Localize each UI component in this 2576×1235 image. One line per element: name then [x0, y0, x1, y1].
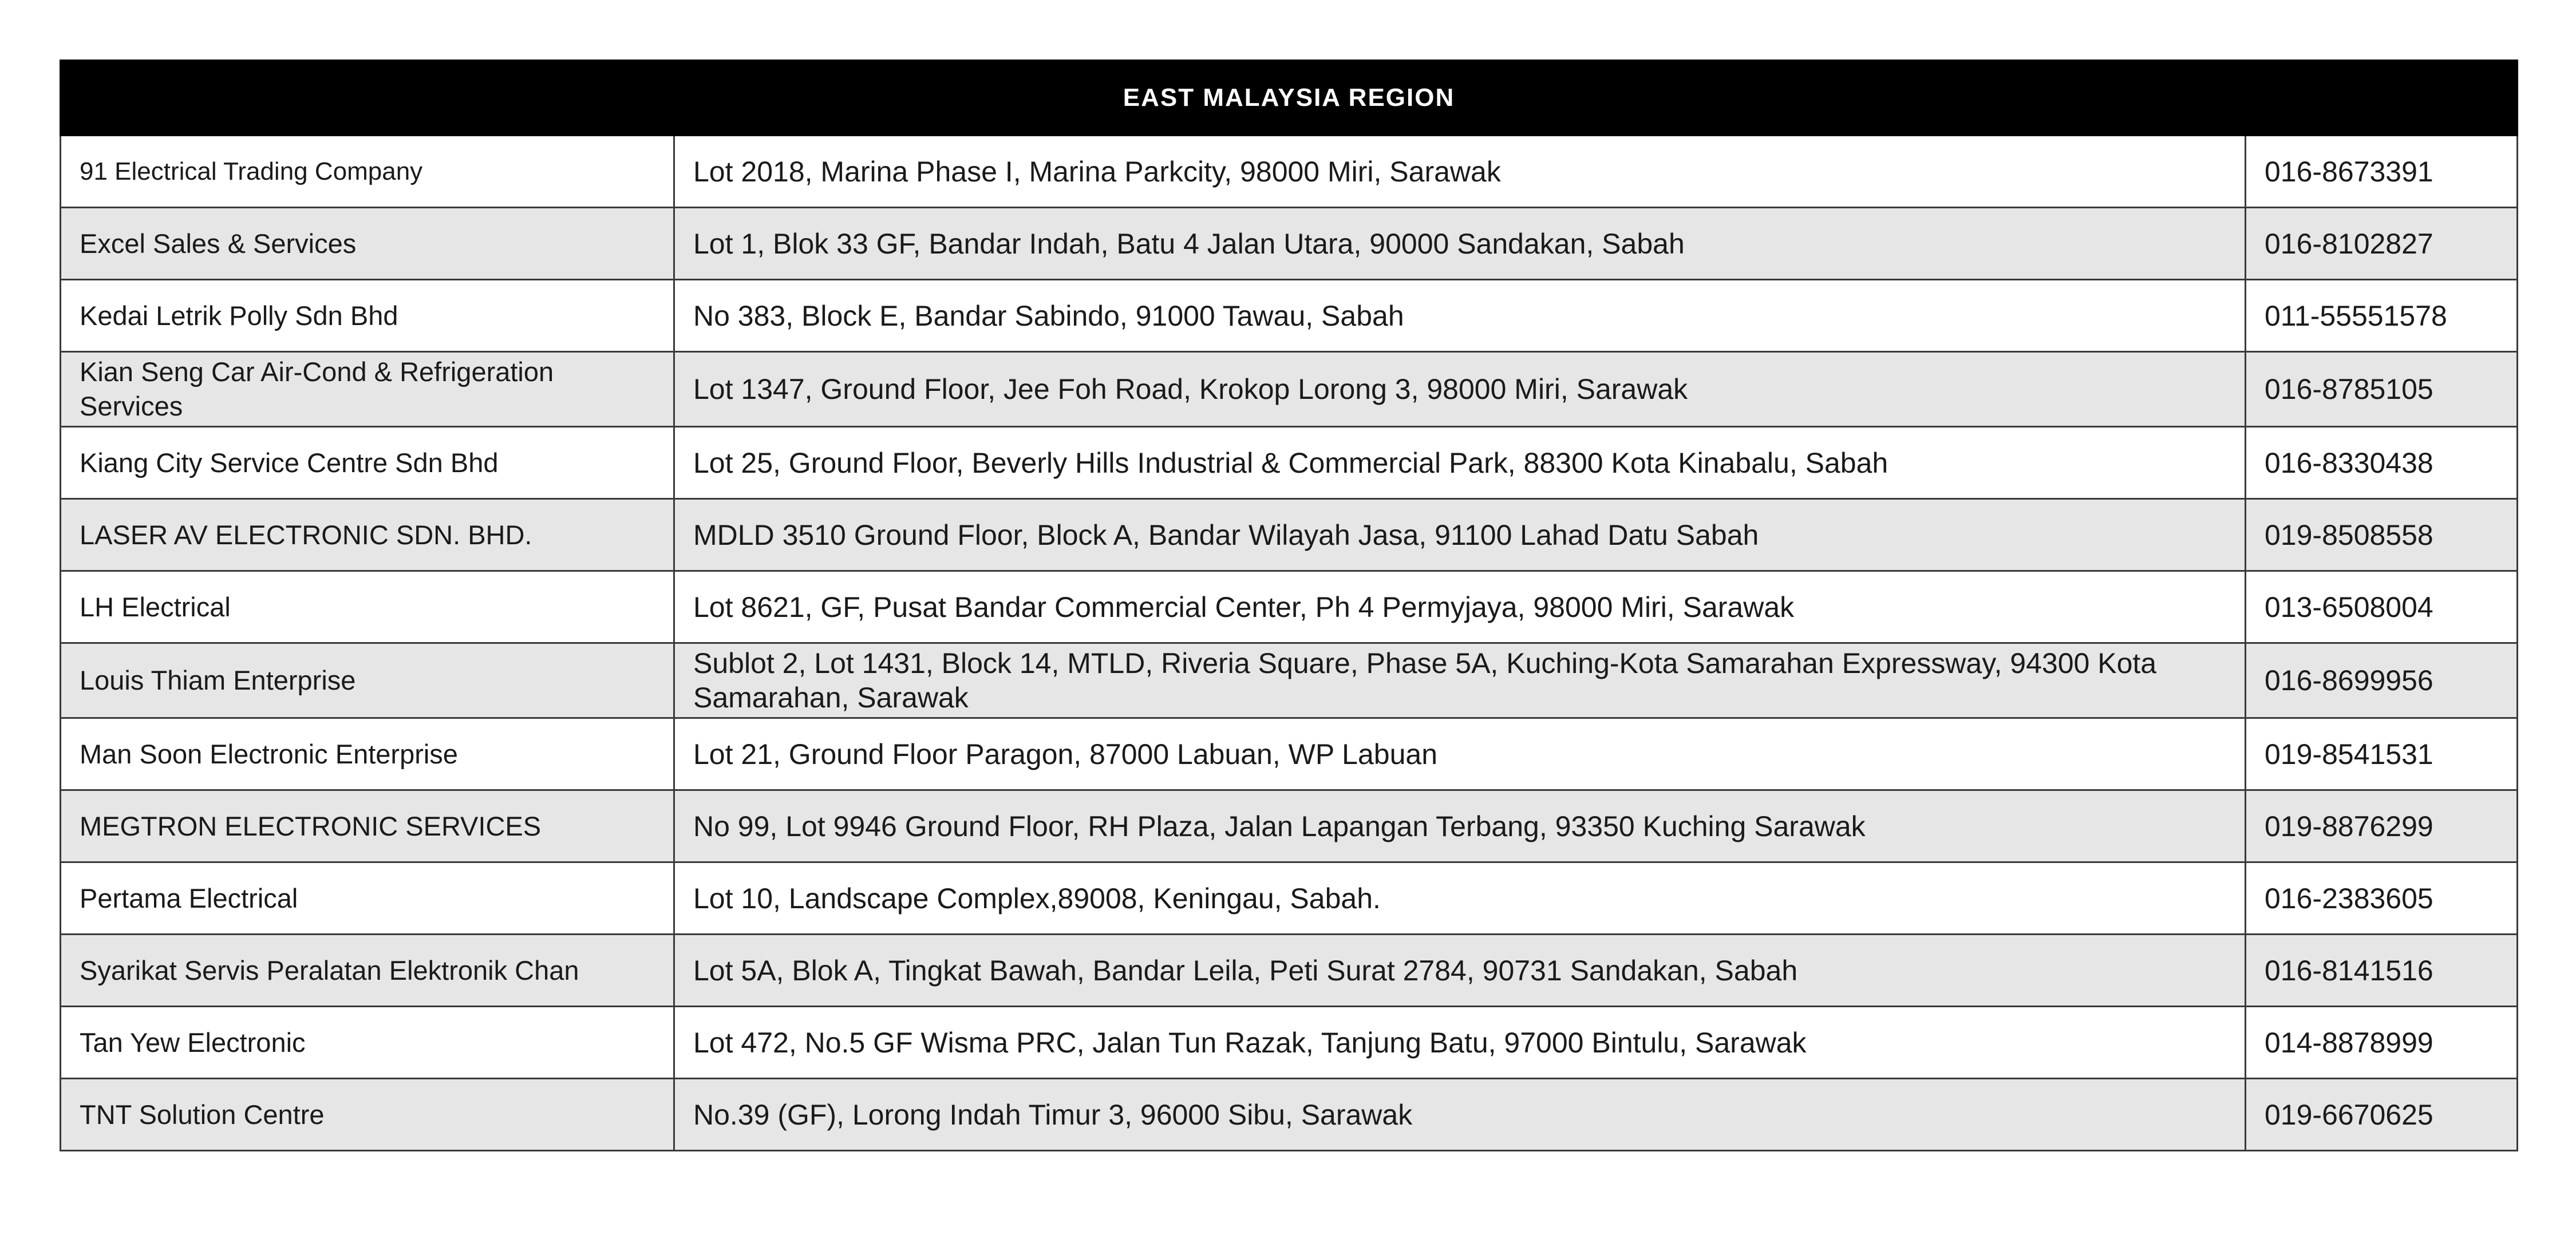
dealer-phone: 016-8699956 [2246, 643, 2518, 718]
dealer-address: No 99, Lot 9946 Ground Floor, RH Plaza, Jalan Lapangan Terbang, 93350 Kuching Sarawak [674, 790, 2246, 862]
dealer-address: No.39 (GF), Lorong Indah Timur 3, 96000 Sibu, Sarawak [674, 1079, 2246, 1151]
dealer-phone: 016-8673391 [2246, 136, 2518, 208]
dealer-phone: 016-8330438 [2246, 427, 2518, 499]
dealer-address: MDLD 3510 Ground Floor, Block A, Bandar Wilayah Jasa, 91100 Lahad Datu Sabah [674, 499, 2246, 571]
table-row [61, 1079, 2518, 1151]
dealer-name: Tan Yew Electronic [61, 1007, 674, 1079]
dealer-name: LH Electrical [61, 571, 674, 643]
dealer-name: TNT Solution Centre [61, 1079, 674, 1151]
dealer-name: Man Soon Electronic Enterprise [61, 718, 674, 790]
dealer-name: 91 Electrical Trading Company [61, 136, 674, 208]
dealer-phone: 019-6670625 [2246, 1079, 2518, 1151]
dealer-name: LASER AV ELECTRONIC SDN. BHD. [61, 499, 674, 571]
dealer-phone: 014-8878999 [2246, 1007, 2518, 1079]
dealer-name: Kiang City Service Centre Sdn Bhd [61, 427, 674, 499]
table-row [61, 862, 2518, 935]
region-header-row [61, 61, 2518, 136]
dealer-phone: 019-8876299 [2246, 790, 2518, 862]
dealer-phone: 016-8102827 [2246, 208, 2518, 280]
dealer-name: Louis Thiam Enterprise [61, 643, 674, 718]
dealer-address: Lot 25, Ground Floor, Beverly Hills Industrial & Commercial Park, 88300 Kota Kinabalu, Sabah [674, 427, 2246, 499]
table-row [61, 643, 2518, 718]
table-row [61, 352, 2518, 427]
dealer-phone: 016-8141516 [2246, 935, 2518, 1007]
dealer-table-body [61, 136, 2518, 1151]
dealer-address: Lot 1347, Ground Floor, Jee Foh Road, Krokop Lorong 3, 98000 Miri, Sarawak [674, 352, 2246, 427]
dealer-address: Sublot 2, Lot 1431, Block 14, MTLD, Riveria Square, Phase 5A, Kuching-Kota Samarahan Expressway, 94300 Kota Samarahan, Sarawak [674, 643, 2246, 718]
table-row [61, 1007, 2518, 1079]
table-row [61, 571, 2518, 643]
table-row [61, 280, 2518, 352]
table-row [61, 136, 2518, 208]
dealer-name: Pertama Electrical [61, 862, 674, 935]
dealer-address: Lot 8621, GF, Pusat Bandar Commercial Center, Ph 4 Permyjaya, 98000 Miri, Sarawak [674, 571, 2246, 643]
dealer-address: Lot 10, Landscape Complex,89008, Keningau, Sabah. [674, 862, 2246, 935]
dealer-address: No 383, Block E, Bandar Sabindo, 91000 Tawau, Sabah [674, 280, 2246, 352]
dealer-name: Excel Sales & Services [61, 208, 674, 280]
dealer-name: Kian Seng Car Air-Cond & Refrigeration Services [61, 352, 674, 427]
dealer-name: MEGTRON ELECTRONIC SERVICES [61, 790, 674, 862]
dealer-address: Lot 472, No.5 GF Wisma PRC, Jalan Tun Razak, Tanjung Batu, 97000 Bintulu, Sarawak [674, 1007, 2246, 1079]
dealer-phone: 019-8508558 [2246, 499, 2518, 571]
dealer-address: Lot 1, Blok 33 GF, Bandar Indah, Batu 4 Jalan Utara, 90000 Sandakan, Sabah [674, 208, 2246, 280]
dealer-address: Lot 2018, Marina Phase I, Marina Parkcity, 98000 Miri, Sarawak [674, 136, 2246, 208]
dealer-name: Syarikat Servis Peralatan Elektronik Chan [61, 935, 674, 1007]
dealer-name: Kedai Letrik Polly Sdn Bhd [61, 280, 674, 352]
table-row [61, 208, 2518, 280]
dealer-table [60, 60, 2518, 1151]
dealer-phone: 016-8785105 [2246, 352, 2518, 427]
region-title: EAST MALAYSIA REGION [61, 61, 2518, 136]
dealer-phone: 013-6508004 [2246, 571, 2518, 643]
table-row [61, 718, 2518, 790]
table-row [61, 790, 2518, 862]
dealer-directory [60, 60, 2516, 1151]
table-row [61, 427, 2518, 499]
dealer-address: Lot 21, Ground Floor Paragon, 87000 Labuan, WP Labuan [674, 718, 2246, 790]
dealer-address: Lot 5A, Blok A, Tingkat Bawah, Bandar Leila, Peti Surat 2784, 90731 Sandakan, Sabah [674, 935, 2246, 1007]
table-row [61, 499, 2518, 571]
dealer-phone: 011-55551578 [2246, 280, 2518, 352]
table-row [61, 935, 2518, 1007]
dealer-phone: 019-8541531 [2246, 718, 2518, 790]
dealer-phone: 016-2383605 [2246, 862, 2518, 935]
